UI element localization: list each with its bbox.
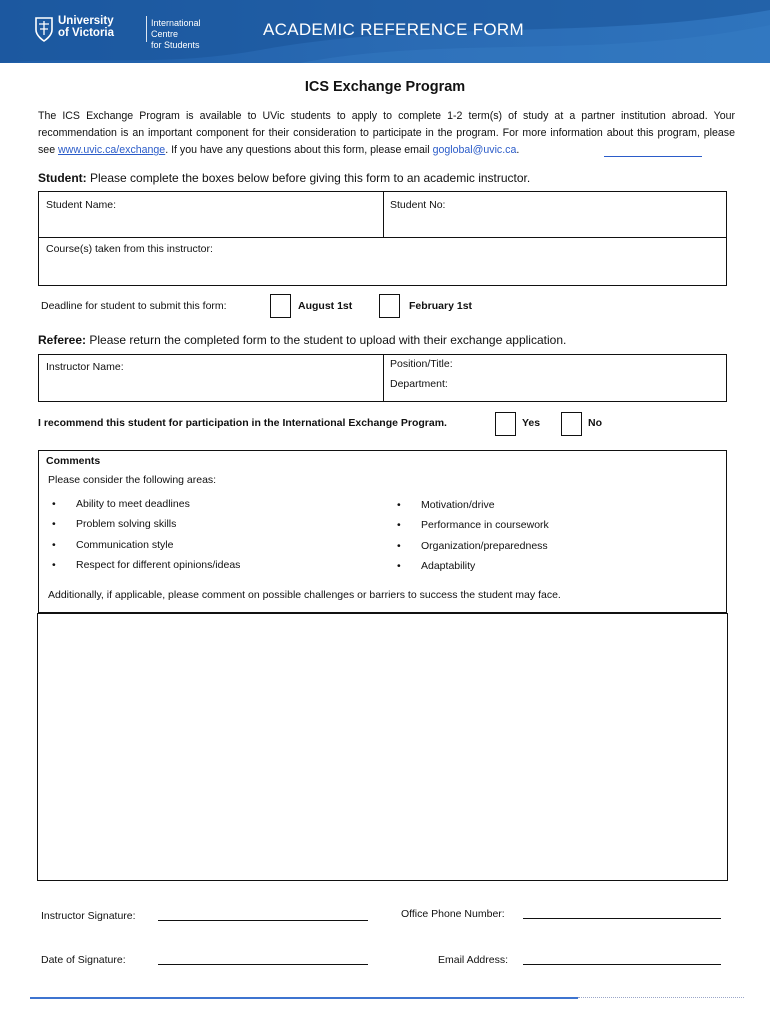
courses-field[interactable] bbox=[240, 241, 723, 283]
department-label: Department: bbox=[390, 378, 448, 390]
exchange-link[interactable]: www.uvic.ca/exchange bbox=[58, 144, 166, 156]
logo-divider bbox=[146, 16, 147, 42]
intro-paragraph: The ICS Exchange Program is available to UVic students to apply to complete 1-2 term(s) of study at a partner institution abroad. Your recommendation is an important component for their consideration to participate in the program. For more information about this program, please see www.uvic.ca/exchange. If you have any questions about this form, please email goglobal@uvic.ca. bbox=[38, 110, 735, 156]
deadline-label: Deadline for student to submit this form: bbox=[41, 300, 227, 312]
student-name-field[interactable] bbox=[130, 195, 380, 233]
page-title: ICS Exchange Program bbox=[304, 79, 466, 95]
office-phone-field[interactable] bbox=[523, 918, 721, 919]
instructor-signature-field[interactable] bbox=[158, 920, 368, 921]
logo-unit-text: International Centre for Students bbox=[151, 18, 201, 50]
august-checkbox[interactable] bbox=[270, 294, 291, 318]
yes-checkbox[interactable] bbox=[495, 412, 516, 436]
date-signature-field[interactable] bbox=[158, 964, 368, 965]
august-label: August 1st bbox=[298, 300, 353, 312]
february-label: February 1st bbox=[409, 300, 473, 312]
email-link[interactable]: goglobal@uvic.ca bbox=[432, 144, 517, 156]
header-band bbox=[0, 0, 770, 63]
email-address-field[interactable] bbox=[523, 964, 721, 965]
february-checkbox[interactable] bbox=[379, 294, 400, 318]
referee-box-divider bbox=[383, 354, 384, 402]
consider-text: Please consider the following areas: bbox=[48, 474, 217, 486]
office-phone-label: Office Phone Number: bbox=[401, 908, 505, 920]
instructor-name-field[interactable] bbox=[140, 357, 380, 399]
form-title: ACADEMIC REFERENCE FORM bbox=[263, 20, 524, 39]
no-checkbox[interactable] bbox=[561, 412, 582, 436]
student-box-row-divider bbox=[38, 237, 727, 238]
student-no-label: Student No: bbox=[390, 199, 446, 211]
referee-section-heading: Referee: Please return the completed form to the student to upload with their exchange application. bbox=[38, 333, 567, 347]
student-no-field[interactable] bbox=[455, 195, 723, 233]
comments-heading: Comments bbox=[46, 455, 101, 467]
courses-label: Course(s) taken from this instructor: bbox=[46, 243, 213, 255]
footer-rule bbox=[30, 997, 578, 999]
no-label: No bbox=[588, 417, 602, 429]
logo-university-text: University of Victoria bbox=[58, 15, 115, 39]
recommend-label: I recommend this student for participation in the International Exchange Program. bbox=[38, 417, 447, 429]
email-underline bbox=[604, 156, 702, 157]
date-signature-label: Date of Signature: bbox=[41, 954, 126, 966]
department-field[interactable] bbox=[460, 377, 724, 399]
student-name-label: Student Name: bbox=[46, 199, 117, 211]
email-address-label: Email Address: bbox=[438, 954, 509, 966]
position-field[interactable] bbox=[466, 356, 724, 374]
position-label: Position/Title: bbox=[390, 358, 453, 370]
footer-dotted-rule bbox=[578, 997, 744, 998]
student-box-divider bbox=[383, 191, 384, 238]
yes-label: Yes bbox=[522, 417, 541, 429]
additional-text: Additionally, if applicable, please comment on possible challenges or barriers to success the student may face. bbox=[48, 589, 561, 601]
instructor-name-label: Instructor Name: bbox=[46, 361, 124, 373]
student-section-heading: Student: Please complete the boxes below before giving this form to an academic instructor. bbox=[38, 171, 531, 185]
instructor-signature-label: Instructor Signature: bbox=[41, 910, 136, 922]
uvic-logo bbox=[34, 14, 204, 48]
crest-icon bbox=[34, 16, 54, 42]
comments-textarea[interactable] bbox=[37, 613, 728, 881]
